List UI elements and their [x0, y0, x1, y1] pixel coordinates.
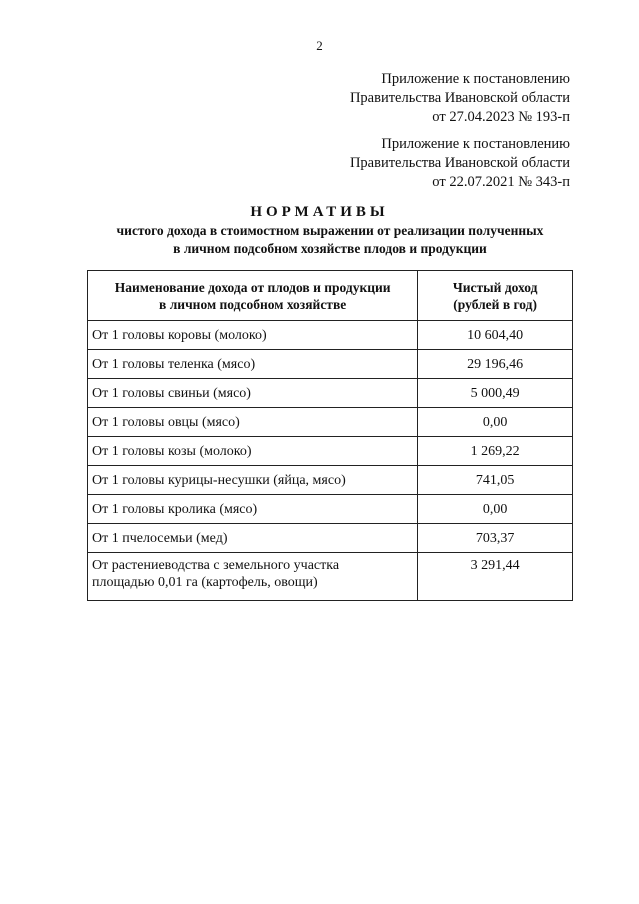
row-name: От 1 головы коровы (молоко): [88, 321, 418, 350]
row-name: [88, 553, 418, 601]
row-value: 703,37: [418, 524, 573, 553]
appendix-note-2021: [350, 135, 570, 192]
document-subtitle: [80, 222, 580, 258]
table-row: [88, 350, 573, 379]
header-text: в личном подсобном хозяйстве: [159, 296, 347, 312]
header-text: (рублей в год): [453, 296, 537, 312]
appendix-line: Правительства Ивановской области: [349, 90, 570, 106]
table-row: [88, 379, 573, 408]
appendix-line: Приложение к постановлению: [381, 136, 570, 152]
header-income-name: [88, 271, 418, 321]
row-value: 0,00: [418, 495, 573, 524]
table-header-row: [88, 271, 573, 321]
row-name-line: От растениеводства с земельного участка: [92, 558, 340, 573]
row-value: 1 269,22: [418, 437, 573, 466]
table-row: [88, 408, 573, 437]
row-value: 5 000,49: [418, 379, 573, 408]
table-row: [88, 524, 573, 553]
header-text: Наименование дохода от плодов и продукции: [114, 279, 391, 295]
subtitle-line: чистого дохода в стоимостном выражении от реализации полученных: [116, 223, 544, 238]
subtitle-line: в личном подсобном хозяйстве плодов и продукции: [173, 241, 487, 256]
income-norms-table: [87, 270, 573, 601]
row-name: От 1 головы овцы (мясо): [88, 408, 418, 437]
row-name: От 1 головы курицы-несушки (яйца, мясо): [88, 466, 418, 495]
table-row: [88, 466, 573, 495]
row-value: 3 291,44: [418, 553, 573, 601]
appendix-note-2023: [350, 70, 570, 127]
page-number: 2: [316, 38, 323, 53]
header-text: Чистый доход: [452, 279, 538, 295]
row-name: От 1 головы свиньи (мясо): [88, 379, 418, 408]
table-row: [88, 321, 573, 350]
row-value: 741,05: [418, 466, 573, 495]
appendix-line: от 27.04.2023 № 193-п: [432, 109, 570, 125]
table-row: [88, 553, 573, 601]
row-value: 29 196,46: [418, 350, 573, 379]
row-value: 10 604,40: [418, 321, 573, 350]
row-name: От 1 головы козы (молоко): [88, 437, 418, 466]
row-name: От 1 головы кролика (мясо): [88, 495, 418, 524]
row-name: От 1 головы теленка (мясо): [88, 350, 418, 379]
row-name: От 1 пчелосемьи (мед): [88, 524, 418, 553]
header-net-income: [418, 271, 573, 321]
row-name-line: площадью 0,01 га (картофель, овощи): [92, 575, 318, 590]
appendix-line: Правительства Ивановской области: [349, 155, 570, 171]
table-row: [88, 437, 573, 466]
appendix-line: Приложение к постановлению: [381, 71, 570, 87]
row-value: 0,00: [418, 408, 573, 437]
table-row: [88, 495, 573, 524]
appendix-line: от 22.07.2021 № 343-п: [432, 174, 570, 190]
document-title: НОРМАТИВЫ: [250, 204, 389, 220]
